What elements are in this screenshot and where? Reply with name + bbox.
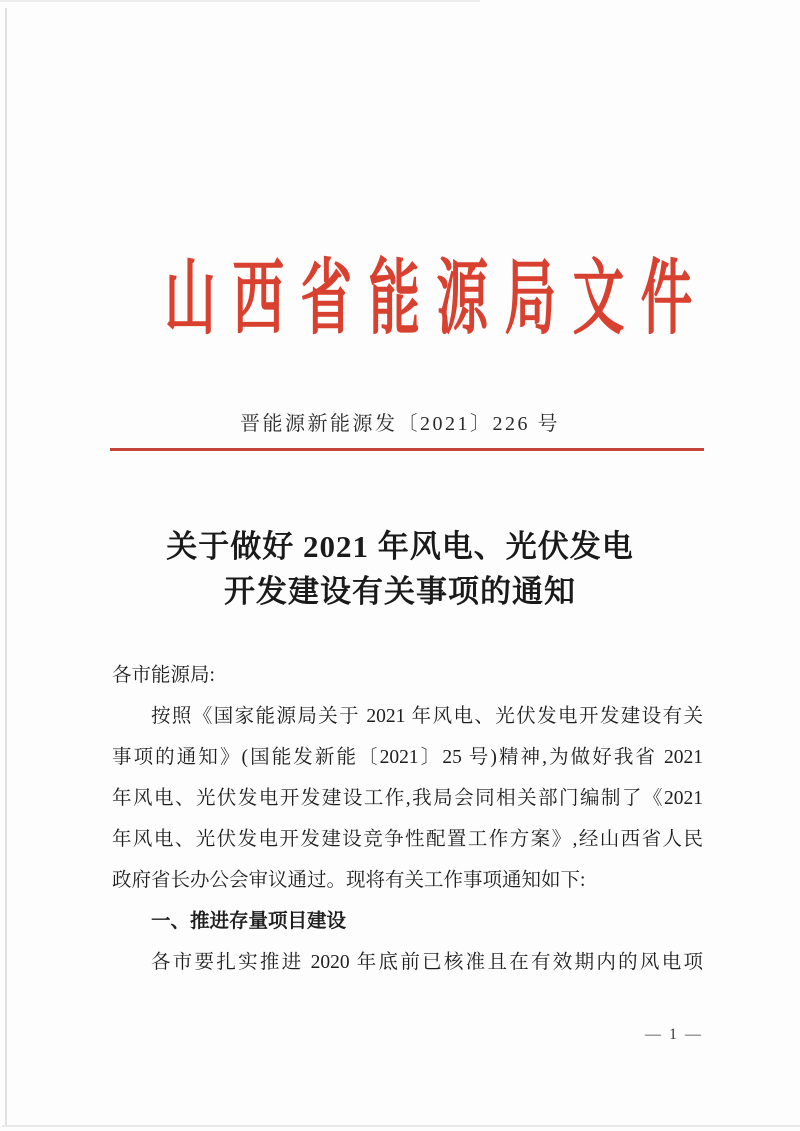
paragraph2-line: 各市要扎实推进 2020 年底前已核准且在有效期内的风电项 <box>151 952 703 973</box>
paragraph1-line: 按照《国家能源局关于 2021 年风电、光伏发电开发建设有关 <box>151 706 703 727</box>
doc-title <box>0 524 800 614</box>
paragraph1-line: 年风电、光伏发电开发建设工作,我局会同相关部门编制了《2021 <box>112 788 703 809</box>
salutation: 各市能源局: <box>112 665 215 686</box>
section1-heading: 一、推进存量项目建设 <box>151 910 347 932</box>
page-number: — 1 — <box>645 1026 703 1043</box>
red-divider-line <box>110 448 704 451</box>
paragraph1-line: 政府省长办公会审议通过。现将有关工作事项通知如下: <box>112 870 586 891</box>
doc-title-line2: 开发建设有关事项的通知 <box>224 574 576 609</box>
paragraph1-line: 事项的通知》(国能发新能〔2021〕25 号)精神,为做好我省 2021 <box>112 747 703 768</box>
paper-edge-top <box>0 0 480 2</box>
doc-title-line1: 关于做好 2021 年风电、光伏发电 <box>166 529 634 564</box>
doc-number: 晋能源新能源发〔2021〕226 号 <box>240 413 560 435</box>
agency-title: 山西省能源局文件 <box>164 253 709 344</box>
document-body <box>112 655 703 983</box>
paper-edge-bottom <box>2 1125 800 1127</box>
paragraph1-line: 年风电、光伏发电开发建设竞争性配置工作方案》,经山西省人民 <box>112 829 703 850</box>
